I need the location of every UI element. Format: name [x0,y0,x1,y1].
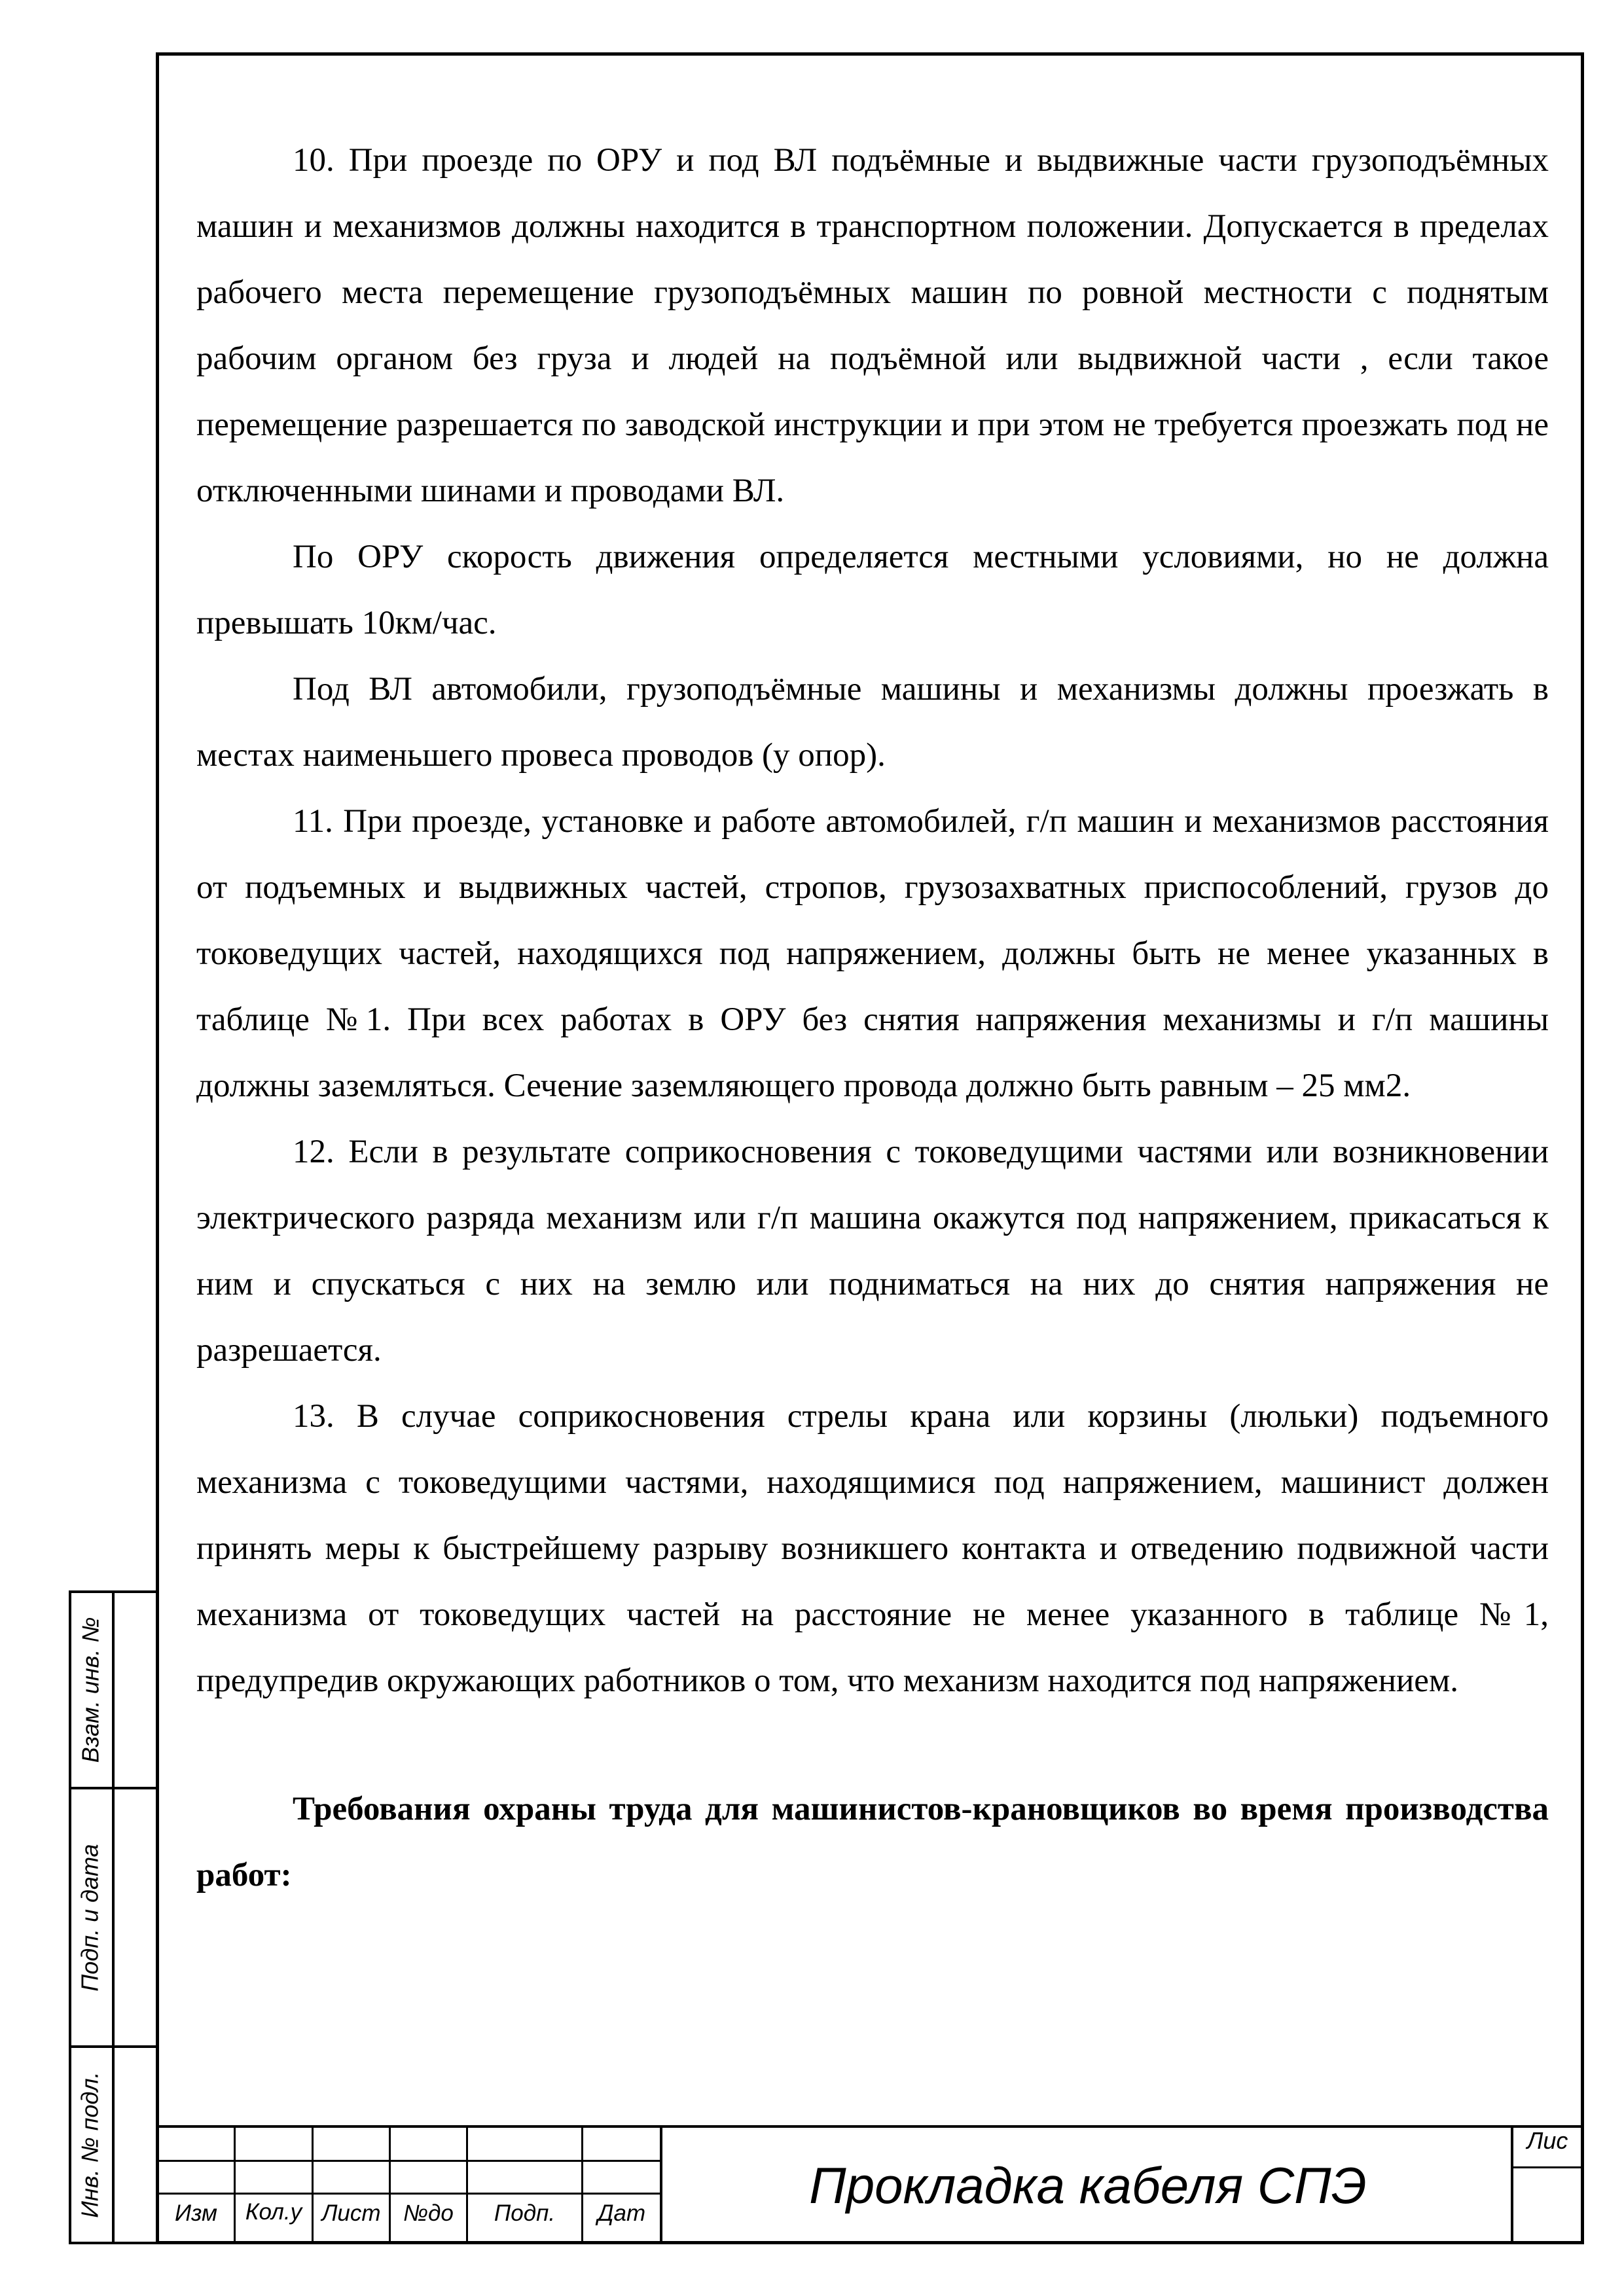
col-podp: Подп. [494,2200,556,2226]
paragraph-11: 11. При проезде, установке и работе автомобилей, г/п машин и механизмов расстояния от подъемных и выдвижных частей, стропов, грузозахватных приспособлений, грузов до токоведущих частей, находящихся под напряжением, должны быть не менее указанных в таблице №1. При всех работах в ОРУ без снятия напряжения механизмы и г/п машины должны заземляться. Сечение заземляющего провода должно быть равным – 25 мм2. [196,803,1549,1104]
side-label-inv: Инв. № подл. [77,2072,104,2218]
paragraph-speed: По ОРУ скорость движения определяется местными условиями, но не должна превышать 10км/час. [196,539,1549,641]
paragraph-vl: Под ВЛ автомобили, грузоподъёмные машины и механизмы должны проезжать в местах наименьшего провеса проводов (у опор). [196,671,1549,774]
side-label-vzam: Взам. инв. № [77,1617,104,1763]
col-izm: Изм [175,2200,217,2226]
document-body [196,128,1549,1909]
paragraph-12: 12. Если в результате соприкосновения с токоведущими частями или возникновении электрического разряда механизм или г/п машина окажутся под напряжением, прикасаться к ним и спускаться с них на землю или подниматься на них до снятия напряжения не разрешается. [196,1134,1549,1369]
paragraph-10: 10. При проезде по ОРУ и под ВЛ подъёмные и выдвижные части грузоподъёмных машин и механизмов должны находится в транспортном положении. Допускается в пределах рабочего места перемещение грузоподъёмных машин по ровной местности с поднятым рабочим органом без груза и людей на подъёмной или выдвижной части , если такое перемещение разрешается по заводской инструкции и при этом не требуется проезжать под не отключенными шинами и проводами ВЛ. [196,142,1549,509]
paragraph-13: 13. В случае соприкосновения стрелы крана или корзины (люльки) подъемного механизма с токоведущими частями, находящимися под напряжением, машинист должен принять меры к быстрейшему разрыву возникшего контакта и отведению подвижной части механизма от токоведущих частей на расстояние не менее указанного в таблице №1, предупредив окружающих работников о том, что механизм находится под напряжением. [196,1398,1549,1699]
col-data: Дат [597,2200,646,2226]
col-ndok: №до [403,2200,454,2226]
document-title: Прокладка кабеля СПЭ [809,2157,1367,2214]
side-label-podp: Подп. и дата [77,1843,103,1992]
sheet-label: Лис [1526,2127,1568,2154]
col-list: Лист [321,2200,381,2226]
section-heading: Требования охраны труда для машинистов-крановщиков во время производства работ: [196,1791,1549,1893]
col-kolu: Кол.у [245,2199,302,2225]
